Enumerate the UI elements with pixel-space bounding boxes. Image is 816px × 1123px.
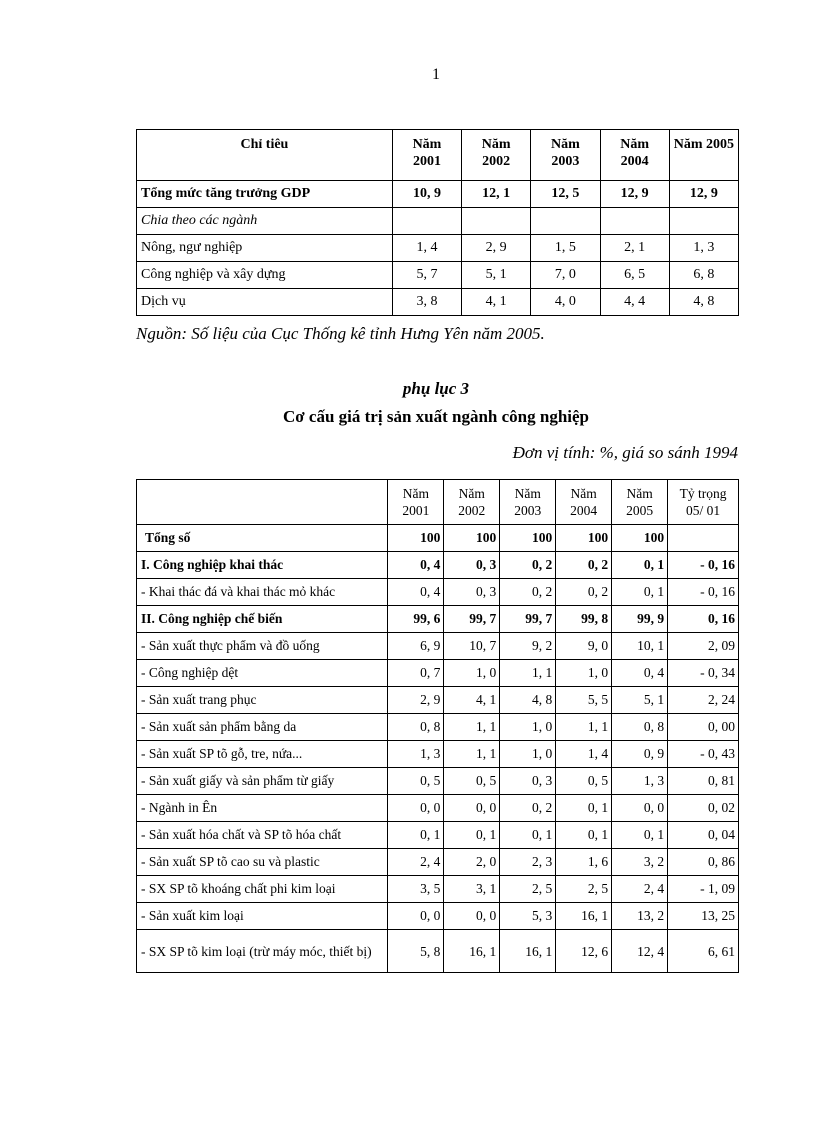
cell: 5, 3	[500, 903, 556, 930]
cell	[462, 208, 531, 235]
cell: 6, 61	[668, 930, 739, 973]
cell: 0, 5	[556, 768, 612, 795]
header-cell: Tỷ trọng 05/ 01	[668, 480, 739, 525]
cell: 0, 4	[388, 552, 444, 579]
row-label: - Sản xuất kim loại	[137, 903, 388, 930]
cell: 0, 9	[612, 741, 668, 768]
cell: 1, 1	[444, 714, 500, 741]
cell: 0, 1	[556, 822, 612, 849]
cell: 1, 1	[500, 660, 556, 687]
cell: - 1, 09	[668, 876, 739, 903]
cell: 2, 5	[556, 876, 612, 903]
cell: 12, 5	[531, 181, 600, 208]
cell: 99, 6	[388, 606, 444, 633]
appendix-label: phụ lục 3	[402, 379, 470, 398]
table-row	[137, 687, 739, 714]
row-label: - SX SP tõ khoáng chất phi kim loại	[137, 876, 388, 903]
cell: 0, 00	[668, 714, 739, 741]
cell: 1, 0	[500, 741, 556, 768]
table-row	[137, 181, 739, 208]
table-row	[137, 235, 739, 262]
row-label: Dịch vụ	[137, 289, 393, 316]
cell: 2, 3	[500, 849, 556, 876]
cell: 5, 5	[556, 687, 612, 714]
table-row	[137, 289, 739, 316]
cell: 0, 2	[500, 579, 556, 606]
row-label: - Sản xuất giấy và sản phẩm từ giấy	[137, 768, 388, 795]
cell: 0, 02	[668, 795, 739, 822]
table-row	[137, 741, 739, 768]
cell: 100	[388, 525, 444, 552]
cell: 2, 24	[668, 687, 739, 714]
row-label: Chia theo các ngành	[137, 208, 393, 235]
cell: 16, 1	[444, 930, 500, 973]
cell	[600, 208, 669, 235]
document-title: Cơ cấu giá trị sản xuất ngành công nghiệp	[282, 407, 590, 426]
row-label: - Sản xuất SP tõ gỗ, tre, nứa...	[137, 741, 388, 768]
cell: 4, 8	[500, 687, 556, 714]
table-row	[137, 633, 739, 660]
cell: 0, 1	[612, 579, 668, 606]
header-cell: Năm 2002	[462, 130, 531, 181]
cell: 10, 7	[444, 633, 500, 660]
cell: 0, 5	[388, 768, 444, 795]
row-label: - Sản xuất hóa chất và SP tõ hóa chất	[137, 822, 388, 849]
cell: 5, 1	[612, 687, 668, 714]
row-label: - Sản xuất SP tõ cao su và plastic	[137, 849, 388, 876]
table-header-row	[137, 480, 739, 525]
cell: - 0, 16	[668, 579, 739, 606]
cell: 99, 8	[556, 606, 612, 633]
cell: 3, 1	[444, 876, 500, 903]
table-row	[137, 262, 739, 289]
row-label: Tổng số	[137, 525, 388, 552]
header-cell: Năm 2003	[531, 130, 600, 181]
cell: 99, 7	[444, 606, 500, 633]
gdp-growth-table	[136, 129, 739, 316]
cell: 0, 4	[612, 660, 668, 687]
cell: 1, 3	[669, 235, 738, 262]
cell: 100	[500, 525, 556, 552]
cell: 1, 1	[556, 714, 612, 741]
header-cell: Chỉ tiêu	[137, 130, 393, 181]
cell: 99, 9	[612, 606, 668, 633]
unit-note: Đơn vị tính: %, giá so sánh 1994	[512, 443, 738, 462]
cell: 3, 5	[388, 876, 444, 903]
cell: - 0, 16	[668, 552, 739, 579]
table-row	[137, 795, 739, 822]
page-number: 1	[432, 66, 440, 83]
cell: 16, 1	[500, 930, 556, 973]
table-row	[137, 849, 739, 876]
cell: 0, 0	[388, 903, 444, 930]
row-label: II. Công nghiệp chế biến	[137, 606, 388, 633]
cell: 0, 16	[668, 606, 739, 633]
cell: 0, 1	[612, 822, 668, 849]
table-row	[137, 660, 739, 687]
source-note: Nguồn: Số liệu của Cục Thống kê tỉnh Hưng Yên năm 2005.	[136, 324, 545, 343]
cell: 5, 1	[462, 262, 531, 289]
table-row	[137, 822, 739, 849]
cell: 7, 0	[531, 262, 600, 289]
cell: 1, 1	[444, 741, 500, 768]
row-label: - Công nghiệp dệt	[137, 660, 388, 687]
cell: 0, 0	[444, 795, 500, 822]
table-row	[137, 579, 739, 606]
cell: 1, 0	[500, 714, 556, 741]
header-cell: Năm 2001	[392, 130, 461, 181]
cell: 100	[556, 525, 612, 552]
table-row	[137, 606, 739, 633]
header-cell: Năm 2004	[556, 480, 612, 525]
cell: 12, 6	[556, 930, 612, 973]
cell: 13, 25	[668, 903, 739, 930]
row-label: - Sản xuất trang phục	[137, 687, 388, 714]
cell: 10, 9	[392, 181, 461, 208]
cell: 0, 7	[388, 660, 444, 687]
cell: 2, 5	[500, 876, 556, 903]
cell: 0, 1	[388, 822, 444, 849]
cell: 16, 1	[556, 903, 612, 930]
table-header-row	[137, 130, 739, 181]
cell: 2, 9	[462, 235, 531, 262]
table-row	[137, 876, 739, 903]
cell: 2, 09	[668, 633, 739, 660]
cell: 0, 8	[612, 714, 668, 741]
row-label: Tổng mức tăng trưởng GDP	[137, 181, 393, 208]
table-row	[137, 208, 739, 235]
cell: 1, 4	[392, 235, 461, 262]
cell: 2, 0	[444, 849, 500, 876]
cell: 3, 2	[612, 849, 668, 876]
cell: 2, 9	[388, 687, 444, 714]
table-row	[137, 552, 739, 579]
cell: 0, 5	[444, 768, 500, 795]
cell: 0, 8	[388, 714, 444, 741]
table-row	[137, 525, 739, 552]
cell: 0, 1	[444, 822, 500, 849]
cell: 0, 1	[500, 822, 556, 849]
row-label: - Ngành in Ên	[137, 795, 388, 822]
cell: 0, 2	[556, 579, 612, 606]
cell: 10, 1	[612, 633, 668, 660]
cell: 1, 5	[531, 235, 600, 262]
cell: 0, 2	[556, 552, 612, 579]
cell: 0, 86	[668, 849, 739, 876]
cell: 12, 9	[600, 181, 669, 208]
cell	[392, 208, 461, 235]
row-label: - SX SP tõ kim loại (trừ máy móc, thiết bị)	[137, 930, 388, 973]
cell: 0, 2	[500, 795, 556, 822]
cell: 5, 7	[392, 262, 461, 289]
cell: 99, 7	[500, 606, 556, 633]
row-label: - Khai thác đá và khai thác mỏ khác	[137, 579, 388, 606]
cell: 0, 3	[444, 552, 500, 579]
header-cell: Năm 2003	[500, 480, 556, 525]
table-row	[137, 930, 739, 973]
cell: 0, 0	[612, 795, 668, 822]
cell: 0, 81	[668, 768, 739, 795]
cell: 1, 3	[388, 741, 444, 768]
cell: 4, 1	[444, 687, 500, 714]
cell: 0, 2	[500, 552, 556, 579]
cell: 0, 4	[388, 579, 444, 606]
cell	[668, 525, 739, 552]
cell: 1, 6	[556, 849, 612, 876]
cell: 2, 4	[612, 876, 668, 903]
cell: 5, 8	[388, 930, 444, 973]
cell: - 0, 34	[668, 660, 739, 687]
header-cell: Năm 2001	[388, 480, 444, 525]
cell: 4, 4	[600, 289, 669, 316]
header-cell: Năm 2004	[600, 130, 669, 181]
table-row	[137, 714, 739, 741]
cell: - 0, 43	[668, 741, 739, 768]
row-label: Công nghiệp và xây dựng	[137, 262, 393, 289]
industry-structure-table	[136, 479, 739, 973]
cell: 1, 3	[612, 768, 668, 795]
cell: 12, 4	[612, 930, 668, 973]
cell: 4, 0	[531, 289, 600, 316]
cell: 4, 1	[462, 289, 531, 316]
cell: 13, 2	[612, 903, 668, 930]
cell: 12, 9	[669, 181, 738, 208]
header-cell	[137, 480, 388, 525]
row-label: - Sản xuất sản phẩm bằng da	[137, 714, 388, 741]
cell: 0, 04	[668, 822, 739, 849]
cell: 0, 1	[556, 795, 612, 822]
header-cell: Năm 2005	[612, 480, 668, 525]
cell: 1, 4	[556, 741, 612, 768]
cell: 4, 8	[669, 289, 738, 316]
table-row	[137, 768, 739, 795]
cell: 2, 1	[600, 235, 669, 262]
cell: 1, 0	[444, 660, 500, 687]
cell: 0, 3	[444, 579, 500, 606]
cell: 2, 4	[388, 849, 444, 876]
cell: 1, 0	[556, 660, 612, 687]
cell: 0, 3	[500, 768, 556, 795]
cell	[669, 208, 738, 235]
cell: 0, 1	[612, 552, 668, 579]
row-label: Nông, ngư nghiệp	[137, 235, 393, 262]
cell: 6, 5	[600, 262, 669, 289]
table-row	[137, 903, 739, 930]
cell: 12, 1	[462, 181, 531, 208]
cell: 0, 0	[444, 903, 500, 930]
cell: 3, 8	[392, 289, 461, 316]
cell	[531, 208, 600, 235]
cell: 9, 2	[500, 633, 556, 660]
cell: 100	[612, 525, 668, 552]
row-label: I. Công nghiệp khai thác	[137, 552, 388, 579]
header-cell: Năm 2005	[669, 130, 738, 181]
cell: 6, 8	[669, 262, 738, 289]
row-label: - Sản xuất thực phẩm và đồ uống	[137, 633, 388, 660]
cell: 100	[444, 525, 500, 552]
cell: 6, 9	[388, 633, 444, 660]
header-cell: Năm 2002	[444, 480, 500, 525]
cell: 0, 0	[388, 795, 444, 822]
cell: 9, 0	[556, 633, 612, 660]
